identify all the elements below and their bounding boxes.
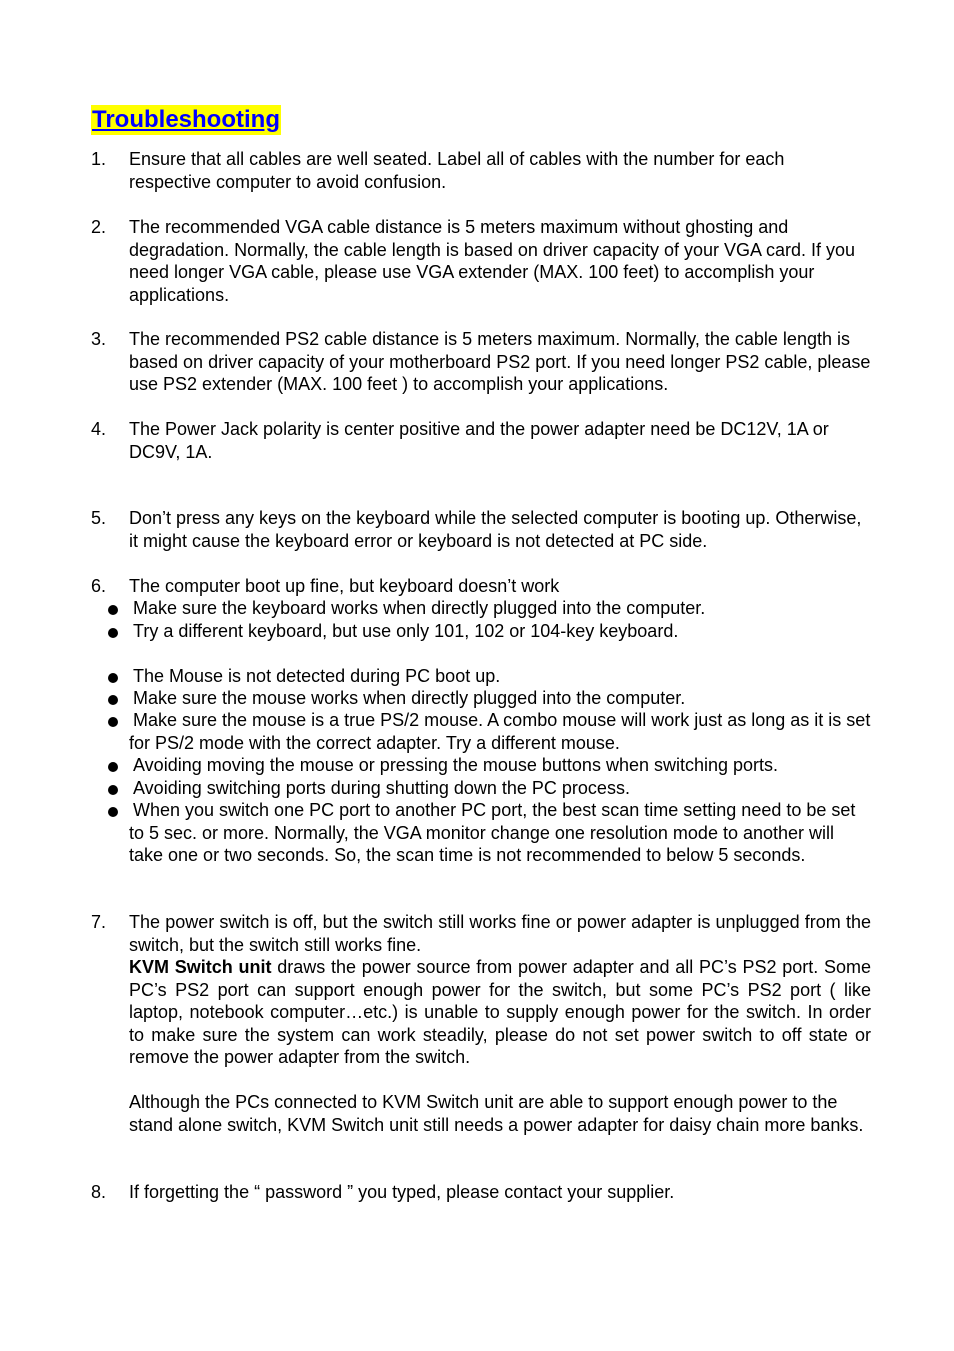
item-number: 1. (91, 149, 107, 169)
bullet-dot-icon (108, 673, 118, 683)
paragraph (129, 956, 871, 1069)
item-text: The power switch is off, but the switch still works fine or power adapter is unplugged from the switch, but the switch still works fine. (129, 912, 871, 955)
bullet-text: Avoiding switching ports during shutting down the PC process. (133, 778, 630, 798)
item-number: 6. (91, 576, 107, 596)
bullet-text: Make sure the mouse works when directly plugged into the computer. (133, 688, 686, 708)
page-title: Troubleshooting (92, 106, 280, 133)
item-text: Ensure that all cables are well seated. Label all of cables with the number for each respective computer to avoid confusion. (129, 149, 785, 192)
paragraph-text: draws the power source from power adapter and all PC’s PS2 port. Some PC’s PS2 port can support enough power for the switch, but some PC’s PS2 port ( like laptop, notebook computer…etc.) is unable to supply enough power for the switch. In order to make sure the system can work steadily, please do not set power switch to off state or remove the power adapter from the switch. (129, 957, 871, 1067)
bullet-text: Make sure the mouse is a true PS/2 mouse. A combo mouse will work just as long as it is set for PS/2 mode with the correct adapter. Try a different mouse. (129, 710, 871, 753)
paragraph-text: Although the PCs connected to KVM Switch unit are able to support enough power to the stand alone switch, KVM Switch unit still needs a power adapter for daisy chain more banks. (129, 1092, 864, 1135)
item-number: 5. (91, 508, 107, 528)
item-number: 3. (91, 329, 107, 349)
item-number: 7. (91, 912, 107, 932)
bold-lead: KVM Switch unit (129, 957, 272, 977)
bullet-text: The Mouse is not detected during PC boot up. (133, 666, 501, 686)
item-number: 2. (91, 217, 107, 237)
bullet-dot-icon (108, 785, 118, 795)
bullet-text: Try a different keyboard, but use only 101, 102 or 104-key keyboard. (133, 621, 679, 641)
bullet-dot-icon (108, 695, 118, 705)
bullet-dot-icon (108, 807, 118, 817)
item-text: The recommended PS2 cable distance is 5 meters maximum. Normally, the cable length is based on driver capacity of your motherboard PS2 port. If you need longer PS2 cable, please use PS2 extender (MAX. 100 feet ) to accomplish your applications. (129, 329, 871, 394)
item-text: If forgetting the “ password ” you typed, please contact your supplier. (129, 1182, 675, 1202)
bullet-dot-icon (108, 717, 118, 727)
item-text: Don’t press any keys on the keyboard while the selected computer is booting up. Otherwise, it might cause the keyboard error or keyboard is not detected at PC side. (129, 508, 862, 551)
item-number: 4. (91, 419, 107, 439)
bullet-dot-icon (108, 628, 118, 638)
bullet-text: Avoiding moving the mouse or pressing the mouse buttons when switching ports. (133, 755, 779, 775)
item-text: The Power Jack polarity is center positive and the power adapter need be DC12V, 1A or DC9V, 1A. (129, 419, 829, 462)
bullet-dot-icon (108, 605, 118, 615)
bullet-text: When you switch one PC port to another PC port, the best scan time setting need to be set to 5 sec. or more. Normally, the VGA monitor change one resolution mode to another will take one or two seconds. So, the scan time is not recommended to below 5 seconds. (129, 800, 856, 865)
item-text: The computer boot up fine, but keyboard doesn’t work (129, 576, 560, 596)
bullet-dot-icon (108, 762, 118, 772)
item-number: 8. (91, 1182, 107, 1202)
bullet-text: Make sure the keyboard works when directly plugged into the computer. (133, 598, 706, 618)
item-text: The recommended VGA cable distance is 5 meters maximum without ghosting and degradation. Normally, the cable length is based on driver capacity of your VGA card. If you need longer VGA cable, please use VGA extender (MAX. 100 feet) to accomplish your applications. (129, 217, 856, 305)
